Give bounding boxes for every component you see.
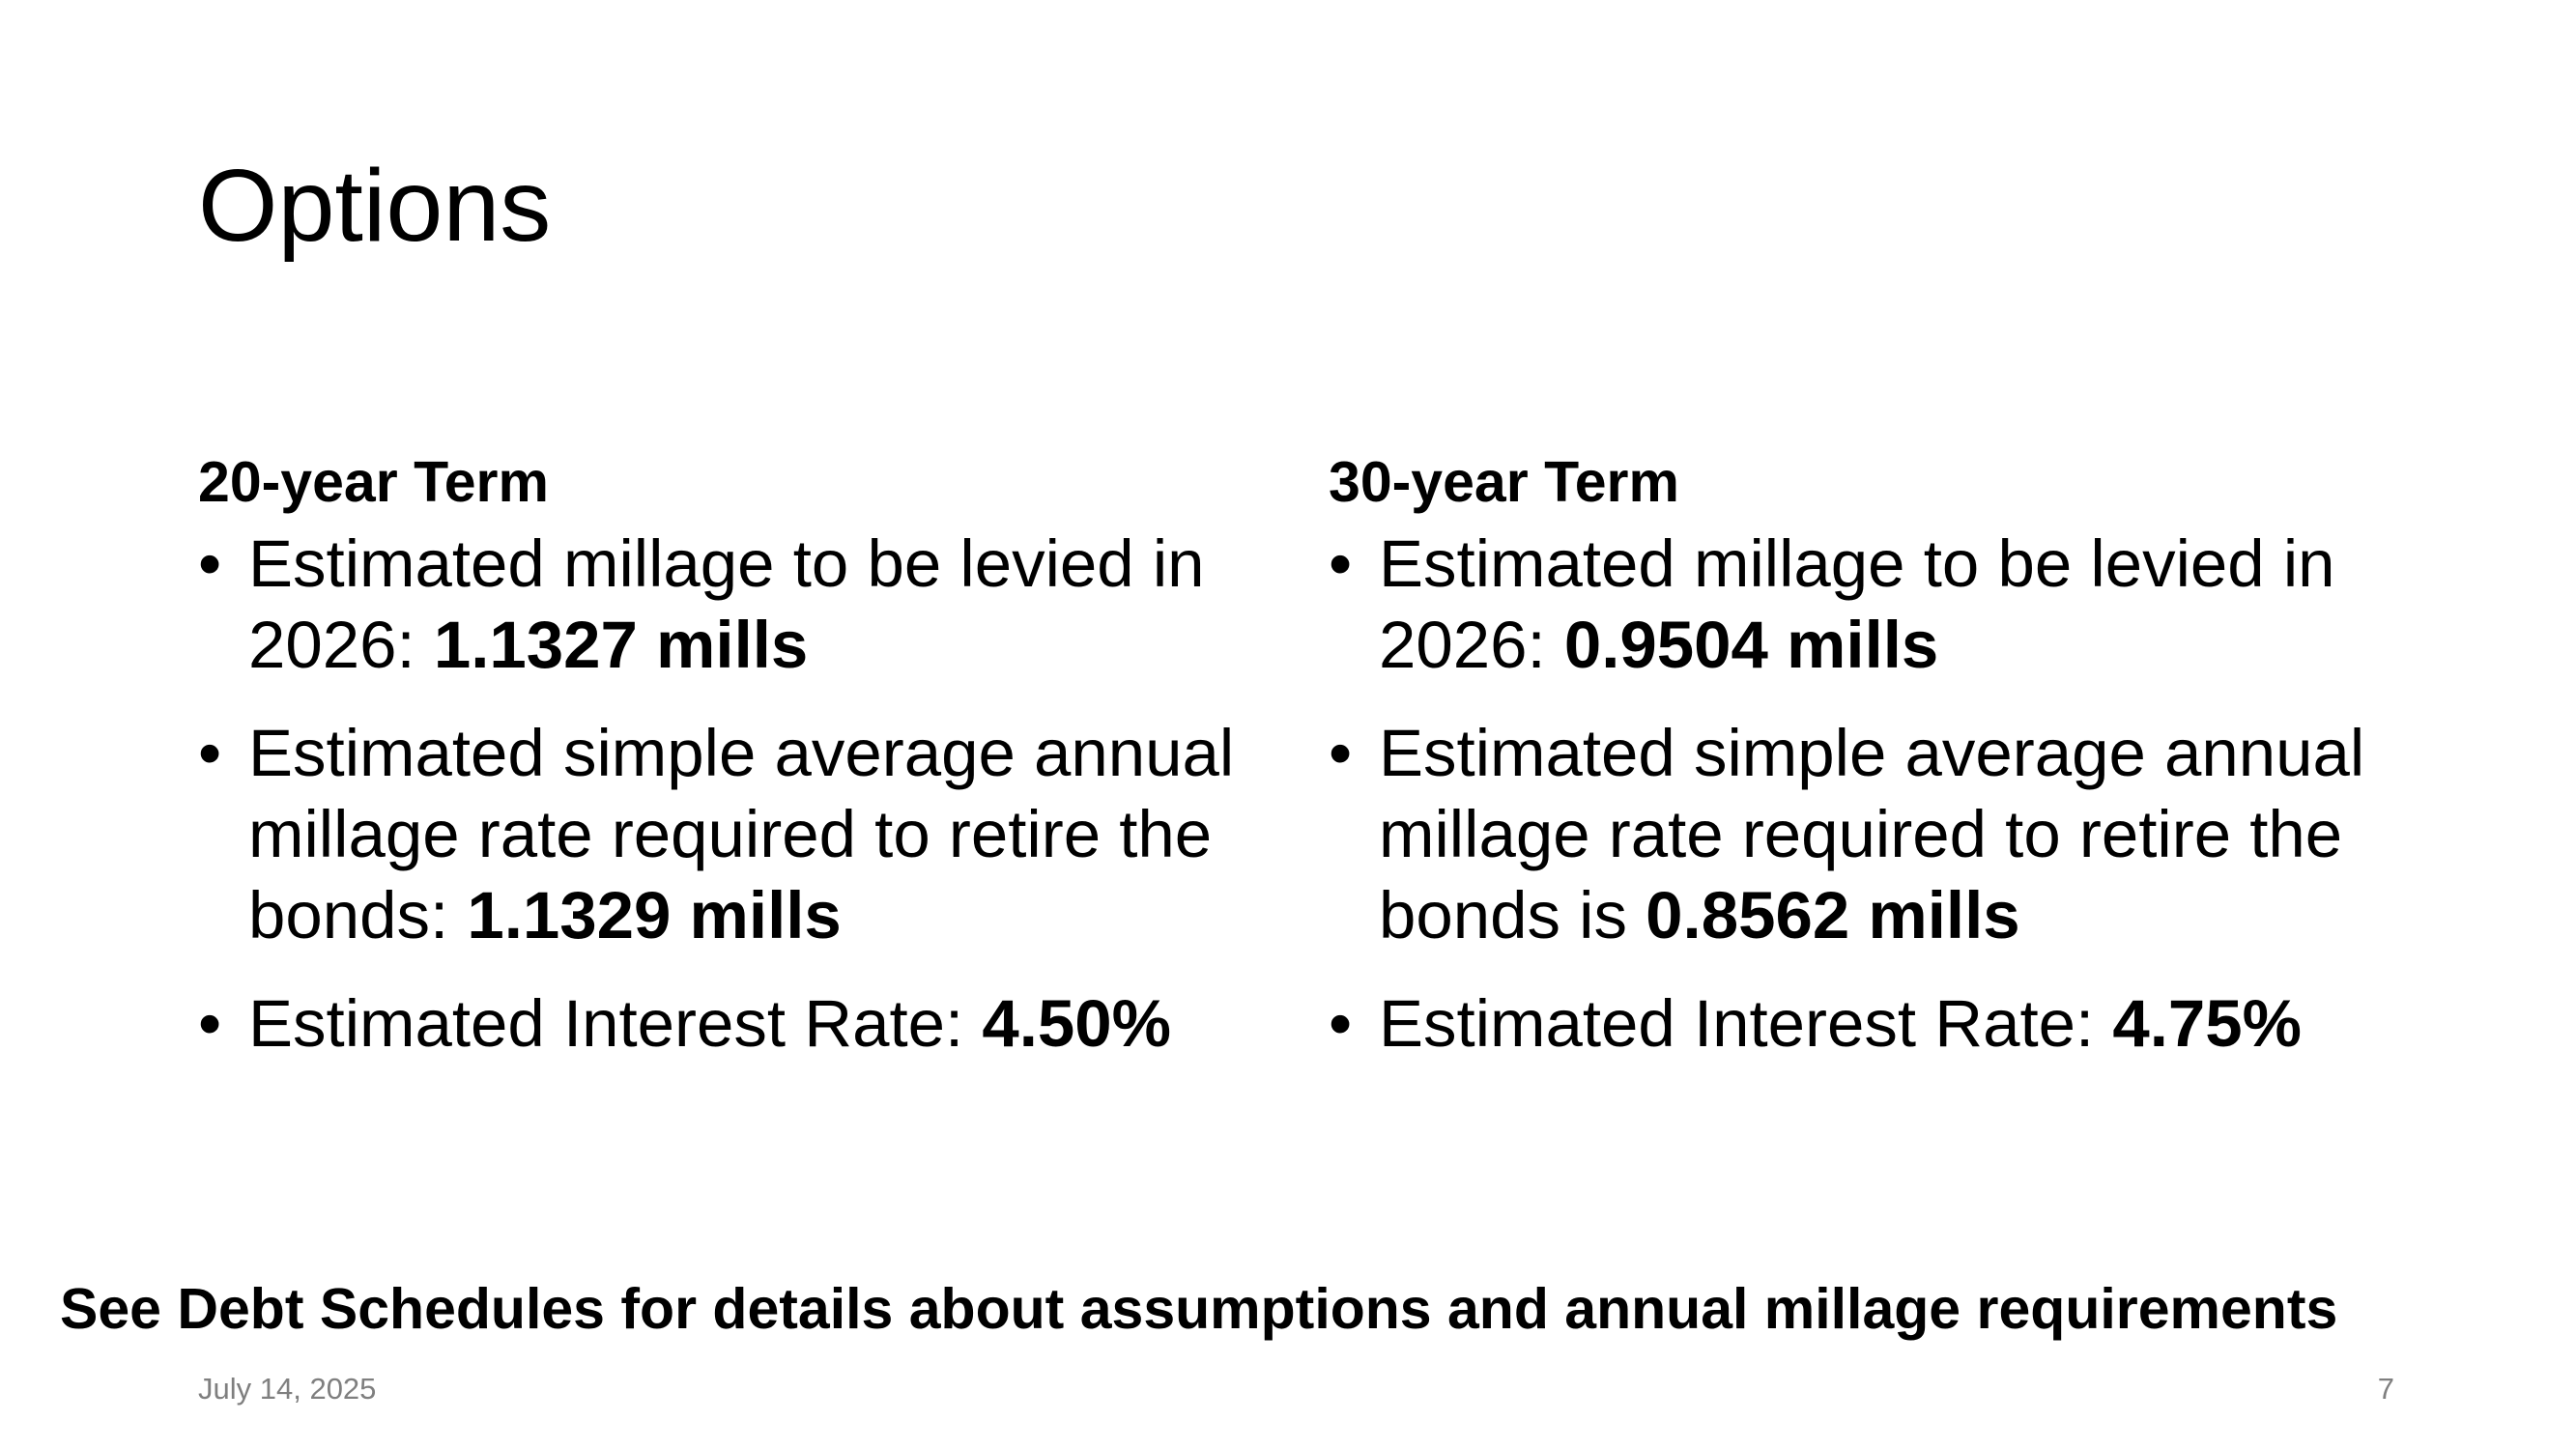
slide-number: 7 (2377, 1372, 2394, 1406)
bullet-value: 0.9504 mills (1563, 608, 1939, 682)
slide-title: Options (198, 149, 552, 263)
column-30-year-term (1329, 446, 2411, 1092)
slide-date: July 14, 2025 (198, 1372, 377, 1406)
bullet-value: 4.75% (2112, 986, 2302, 1061)
bullet-value: 0.8562 mills (1646, 878, 2020, 952)
bullet-text: Estimated simple average annual millage rate required to retire the bonds is (1379, 716, 2365, 952)
bullet-value: 1.1327 mills (433, 608, 809, 682)
column-heading: 30-year Term (1329, 450, 1679, 514)
bullet-item-average-millage (1329, 713, 2411, 956)
bullet-text: Estimated millage to be levied in 2026: (1379, 526, 2335, 682)
bullet-text: Estimated simple average annual millage rate required to retire the bonds: (248, 716, 1235, 952)
bullet-value: 4.50% (982, 986, 1171, 1061)
bullet-item-average-millage (198, 713, 1280, 956)
footer-note: See Debt Schedules for details about assumptions and annual millage requirements (60, 1277, 2338, 1341)
bullet-text: Estimated Interest Rate: (248, 986, 983, 1061)
bullet-dot-icon: • (1329, 716, 1353, 790)
bullet-dot-icon: • (198, 716, 222, 790)
bullet-dot-icon: • (198, 986, 222, 1061)
column-20-year-term (198, 446, 1280, 1092)
bullet-value: 1.1329 mills (467, 878, 842, 952)
bullet-dot-icon: • (1329, 526, 1353, 601)
bullet-item-interest-rate (198, 983, 1280, 1065)
bullet-text: Estimated millage to be levied in 2026: (248, 526, 1205, 682)
bullet-list (198, 524, 1280, 1065)
column-heading: 20-year Term (198, 450, 549, 514)
bullet-item-interest-rate (1329, 983, 2411, 1065)
bullet-item-millage-2026 (1329, 524, 2411, 686)
bullet-item-millage-2026 (198, 524, 1280, 686)
bullet-dot-icon: • (1329, 986, 1353, 1061)
bullet-dot-icon: • (198, 526, 222, 601)
bullet-text: Estimated Interest Rate: (1379, 986, 2113, 1061)
bullet-list (1329, 524, 2411, 1065)
